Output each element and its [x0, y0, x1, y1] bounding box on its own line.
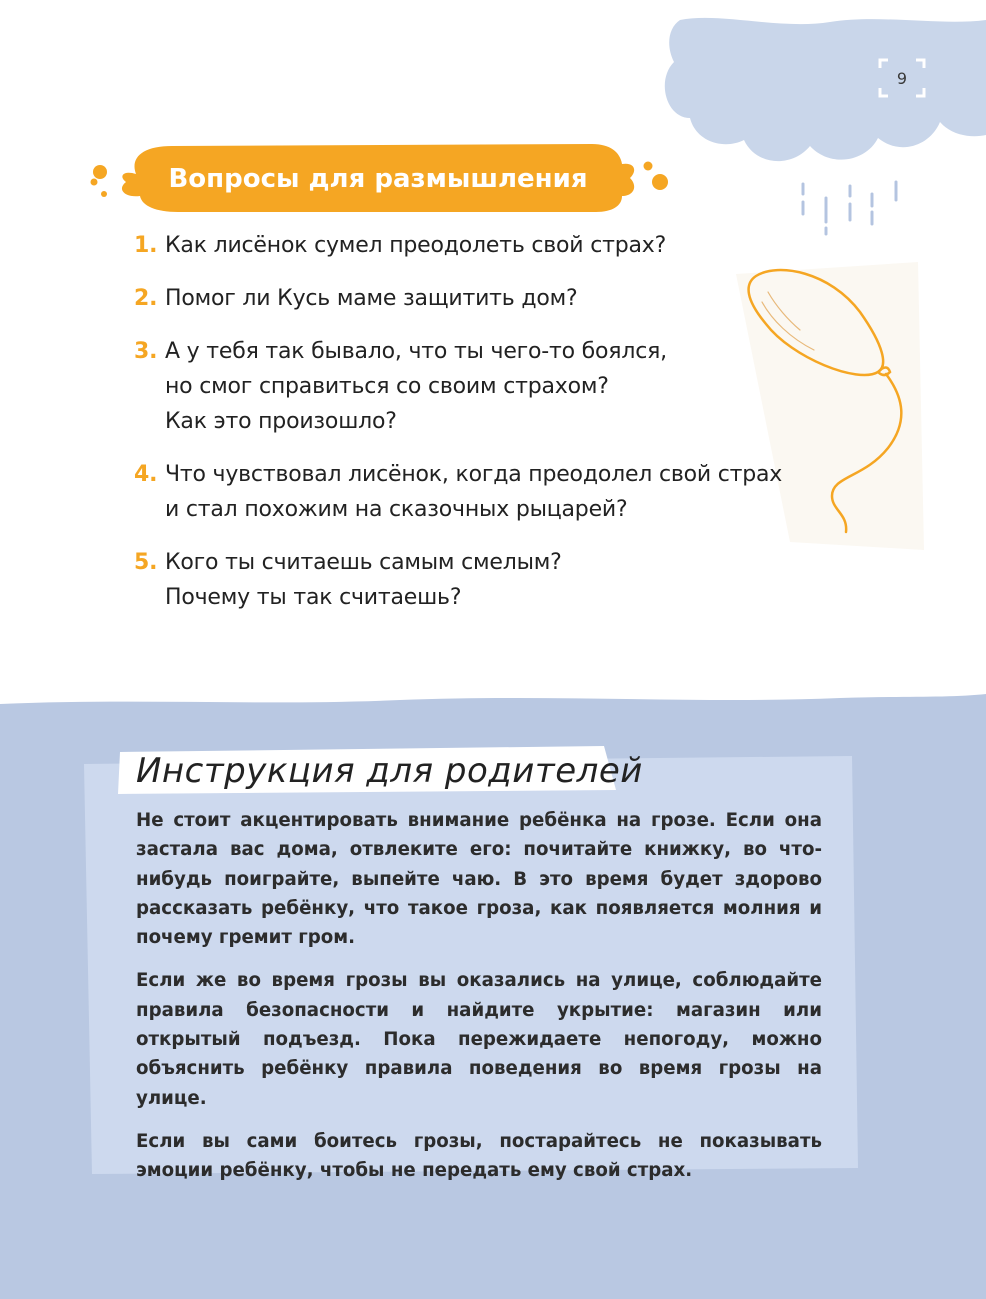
instruction-paragraph: Если вы сами боитесь грозы, постарайтесь не показывать эмоции ребёнку, чтобы не передать ему свой страх.	[136, 1130, 822, 1182]
question-number: 2.	[134, 286, 158, 311]
question-text: Помог ли Кусь маме защитить дом?	[165, 286, 578, 311]
question-text: Как это произошло?	[165, 409, 397, 434]
page-number: 9	[896, 68, 908, 88]
question-text: но смог справиться со своим страхом?	[165, 374, 609, 399]
instruction-paragraph: Если же во время грозы вы оказались на улице, соблюдайте правила безопасности и найдите укрытие: магазин или открытый подъезд. Пока пережидаете непогоду, можно объяснить ребёнку правила поведения во время грозы на улице.	[136, 970, 822, 1109]
instruction-paragraph: Не стоит акцентировать внимание ребёнка на грозе. Если она застала вас дома, отвлеките его: почитайте книжку, во что-нибудь поиграйте, выпейте чаю. В это время будет здорово рассказать ребёнку, что такое гроза, как появляется молния и почему гремит гром.	[136, 810, 822, 949]
questions-title: Вопросы для размышления	[168, 164, 588, 194]
parents-instruction-body	[136, 806, 822, 1200]
question-number: 5.	[134, 550, 158, 575]
question-number: 1.	[134, 233, 158, 258]
question-text: и стал похожим на сказочных рыцарей?	[165, 497, 628, 522]
question-text: Почему ты так считаешь?	[165, 585, 462, 610]
question-number: 3.	[134, 339, 158, 364]
question-text: Кого ты считаешь самым смелым?	[165, 550, 562, 575]
question-text: Как лисёнок сумел преодолеть свой страх?	[165, 233, 667, 258]
question-number: 4.	[134, 462, 158, 487]
question-text: А у тебя так бывало, что ты чего-то боялся,	[165, 339, 667, 364]
question-text: Что чувствовал лисёнок, когда преодолел свой страх	[165, 462, 783, 487]
parents-instruction-title: Инструкция для родителей	[136, 751, 643, 791]
